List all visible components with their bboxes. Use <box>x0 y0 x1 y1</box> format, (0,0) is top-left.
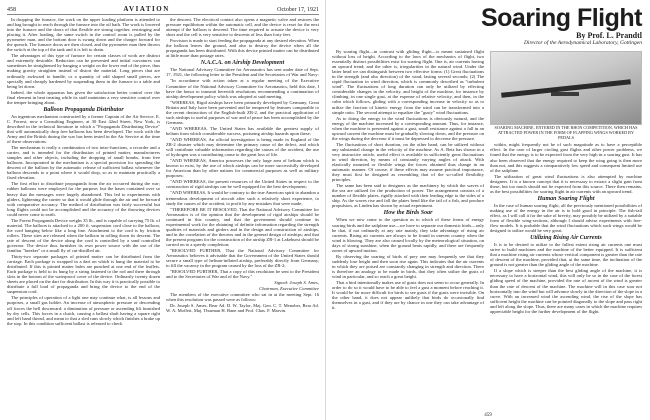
magazine-name: AVIATION <box>123 5 170 13</box>
section-heading: N.A.C.A. on Airship Development <box>200 60 285 67</box>
paragraph: As to doing the energy in the wind fluctuations is obviously natural, and the energy of the machine increased by a corresponding amount. Thus, for instance, when the machine is presented against a gust, small resistance against a fall in an upward current the machine must be gradually slowing down, and the pressure on the wings during the decrease if it must be depressed to decrease the pressure. <box>332 115 484 141</box>
photo-caption: SOARING MACHINE, ENTERED IN THE RHON COMPETITION, WHICH HAS ATTRACTED POWER IN THE FORM OF FLAPPING WINGS WORKED BY PEDALS <box>494 125 638 140</box>
paragraph: The utilization of great wind fluctuations is also attempted by machine designers. It is a known concept that it is necessary to extract a slight gain from these, but too much should not be expected from this source. There then remains, as the best possibilities for soaring flight in air currents with an upward trend. <box>490 173 642 194</box>
paragraph: Thirty-two separate packages of printed matter can be distributed from the carriage. Each package is wrapped in a dart on which is hung the material to be distributed. If this is printed matter bales are punched at one end of the leaflets. Each package is held to its hung by a string fastened to the rod and there through slots in the bottom of the waterproof cover of the device. Ordinarily twenty dozen sheets are placed on the dart for distribution. In this way it is practically possible to distribute a full load of propaganda and bring the device to the end of the suspension cord. <box>7 254 160 295</box>
paragraph: If a slope which is steeper than the best gliding angle of the machine, it is necessary to have a horizontal wind, this will only be so in the case of the forest gliding speed of the machine, provided the rate of ascent of the wind is greater than the rate of descent of the machine. The machine will in this case soar not horizontally into the wind but will advance slowly in the direction of the slope in a curve. With an increased wind the ascending wind, the rise of the slope has sufficient height the machine can be pointed diagonally to the slope and pass right and left along the slope. Thus, there are many cases in which the machine requires appreciable height for the further development of the flight. <box>490 268 642 314</box>
left-column-2 <box>166 17 319 327</box>
paragraph: The first effort to distribute propaganda from the air occurred during the war; rubber balloons were employed for the purpose; but the bases contained over so heavy that the messages were largely abandoned. This led to experiments with gliders, lightening the carrier so that it would glide through the air and be forward with comparative accuracy. The method of distribution was fairly successful but long flights could not be accomplished and the accuracy of the throwing devices could never come to earth. <box>7 181 160 217</box>
article-title-block <box>332 5 642 46</box>
paragraph: In the case of human soaring flight, all the previously mentioned possibilities of making use of the energy in the air is to hold good in principle. The fish-tail effect, as I will call it for the sake of brevity, may possibly be utilized by a suitable form of flexible wing-sections, although I should advise experiments with free-flow models. It is probable that the wind fluctuations which such wings would be designed to utilize would be very great. <box>490 202 642 234</box>
paragraph: By soaring flight—in contrast with gliding flight—is meant sustained flight without loss of height. According to the laws of the mechanics of flight, two essentially distinct possibilities exist for soaring flight. One is, air currents having an upward trend; and the other is, irregularities in the natural wind. Under the latter head we can distinguish between two effective forms: (1) Great fluctuations in the strength (and also direction) of the wind, lasting several seconds; (2) The rapid fluctuation in wind direction, which is commonly described as "turbulent wind". The fluctuations of long duration can only be utilized by effecting considerable changes in the velocity, and height of the machine, for instance by climbing, in one single gust, at the expense of relative velocity, and then, in the calm which follows, gliding with a corresponding increase in velocity so as to utilize the fraction of kinetic energy from the wind can be transformed into a simple ratio. The second attempt to equalize the "gusty" wind fluctuations. <box>332 49 484 115</box>
paragraph: Provision is made to start feeding the propaganda at any desired elevation. When the balloon leaves the ground, and also to destroy the device when all the propaganda has been distributed. With this device printed matter can be distributed at little more than postage rates. <box>166 38 319 59</box>
paragraph: It is to be desired to utilize to the fullest extent rising air currents one must strive to build machines and the machine of the better equipped. It is sufficient that a machine rising air currents whose vertical component is greater than the rate of descent of the machine, provided that, at the same time, the inclination of the ground is not greater than the gliding angle of the machine. <box>490 242 642 268</box>
author-affiliation: Director of the Aerodynamical Laboratory, Gottingen <box>523 40 642 46</box>
paragraph: the descent. The electrical contact also opens a magnetic valve and restores the pressure equilibrium within the automatic cell, and the device is reset for the next attempt if the balloon is descend. The time required to actuate the device is very short and the cell is very sensitive to descents of less than forty feet. <box>166 17 319 38</box>
right-column-2 <box>490 49 642 315</box>
paragraph: In dropping the furnace, the work on the upper loading platform is attended to and bag brought to reach through the furnace into the oil bath. The work is lowered into the furnace and the doors of that flexible are strung together, restringing and placing it. After loading, the same switch in the control room is pulled by the pyrometer man, and the bottom door is swung down and the charger forward for the quench. The furnace doors are then closed, and the pyrometer man then throws the switch at the top of the tank and it is left to drain. <box>7 17 160 53</box>
paragraph: within, might frequently not be of such magnitude as to have a perceptible effect. In the case of larger circling gust flights and other power problems, we found that the energy is to be expected from the very high in a soaring gust. It has also been observed that the energy required to keep the wing going is then more than not, and this suggests a comparatively low speed and consequent limited use of the sailplane. <box>490 142 642 173</box>
right-page <box>325 0 650 420</box>
article-author: By Prof. L. Prandtl <box>576 31 642 40</box>
section-heading: How the Birds Soar <box>383 210 433 217</box>
paragraph: An ingenious mechanism constructed by a former Captain of the Air Service, E. C. Forrest, now a Consulting Engineer, at 30 East 42nd Street, New York, is described in the technical literature in which a "Propaganda Distributing Device" that will automatically drop free balloons has been developed. The work with the Army and the British during the war has been tested in the Air Service at the time of these observations. <box>7 113 160 145</box>
article-title: Soaring Flight <box>480 4 642 32</box>
page-number: 458 <box>7 7 16 13</box>
paragraph: The members of the executive committee who sat in at the meeting Sept. 16 when this resolution was passed were as follows: <box>166 292 319 303</box>
paragraph: The mechanism is really a combination of two intro-functions, a recorder and a carrier, and is intended for the distribution of printed matter, manufacturers samples and other objects, including the dropping of small bombs, from free balloons. Incorporated in the mechanism is a special provision for spreading the descent of the balloon by the automatic release of sufficient ballast whenever the balloon descends to a point where it would drop, so as to maintain practically a fixed elevation. <box>7 145 160 181</box>
section-heading: Utilizing Rising Air Currents <box>530 235 602 242</box>
paragraph: The same has been said to designers as the machinery by which the waves of the sea are utilized for the production of power. The arrangement consists of a number of flexible plates, rigidly attached with their leading edge to the sides of a ship. As the waves rise and fall the plates bend like the tail of a fish, and produce propulsion, as Linden has shown by actual experiment. <box>332 183 484 209</box>
paragraph: "In accordance with action taken at a regular meeting of the Executive Committee of the National Advisory Committee for Aeronautics, held this date, I have the honor to transmit herewith resolutions recommending a continuation of airship development policy which was adopted at said meeting. <box>166 78 319 99</box>
paragraph: That a bird intentionally makes use of gusts does not seem to occur generally. In order to do so it would have to be able to feel a gust a moment before reaching it. It would be far more difficult for birds to see gusts if the gusts were invisible. On the other hand, it does not appear unlikely that birds do occasionally find themselves in a gust, and if they are by chance in one they can take advantage of it. <box>332 280 484 311</box>
paragraph: The advantages of this type of furnace for certain classes of work are distinct and extremely desirable. Reduction can be prevented and initial curvatures can sometimes be straightened by hanging a weight on the lower end of the piece, thus making gravity straighten instead of distort the material. Long pieces that are ordinarily awkward to handle, or a quantity of odd shaped small pieces, are specially and cheaply hardened by suspending them in the furnace to a table and being let down. <box>7 53 160 89</box>
paragraph: When we now come to the question as to which of these forms of energy soaring birds and the sailplane use—we have to separate our domestic birds—only be that, if not ordinarily at any rate mainly, they take advantage of rising air currents. Rising air currents are always to be found in uneven country when the wind is blowing. They are also caused locally by the meteorological situation, on days of strong sunshine, when the ground heats rapidly, and there are frequently zones of upward motion. <box>332 217 484 253</box>
paragraph: The National Advisory Committee for Aeronautics has sent under date of Sept. 17, 1921, the following letter to the President and the Secretaries of War and Navy: <box>166 67 319 78</box>
paragraph: The fluctuations of short duration, on the other hand, can be utilized without any substantial change in the velocity of the machine. As A. Betz has shown in a very instructive article, useful effect is available in sufficiently great fluctuations in wind direction, by means of constantly varying angles of attack. With elastically mounted or flexible wings the forces obtained thus change in an automatic manner. Of course, if these effects may assume practical importance, they must first be designed as resembling that of the so-called flexibility principles. <box>332 141 484 183</box>
signature-role: Chairman, Executive Committee <box>259 286 319 292</box>
paragraph: "RESOLVED FURTHER, That a copy of this resolution be sent to the President and to the Secretaries of War and of the Navy." <box>166 269 319 280</box>
paragraph: "WHEREAS, Rigid airships have been primarily developed by Germany, Great Britain and Italy have been prevented and be tempered by features comparable to the recent destruction of the English-built ZR-2, and the practical application of such airships to useful purposes of war and of peace has been accomplished by the Germans. <box>166 99 319 125</box>
soaring-machine-photo <box>490 51 642 125</box>
left-column-1 <box>7 17 160 327</box>
paragraph: "AND WHEREAS, An official investigation is being made in England of the ZR-2 disaster which may determine the primary cause of the defect, and which will contribute valuable information regarding the causes of the accident, the use of hydrogen was a contributing cause to the great loss of life. <box>166 136 319 158</box>
paragraph: By observing the soaring of birds of prey one may frequently see that they suddenly lose height and then soon rise again. This indicates that the air currents in which they are poised are constantly changing in strength and direction. There is therefore an analogy to be made in birds, that they often utilize the gusts of wind in particular, and so reach a great height. <box>332 253 484 279</box>
issue-date: October 17, 1921 <box>277 7 319 13</box>
paragraph: "AND WHEREAS, It would be contrary to the true American spirit to abandon a tremendous development of aircraft after such a relatively short experience, to study the causes of the accident, to profit by any mistakes that were made; <box>166 190 319 206</box>
paragraph: "AND WHEREAS, the present resources of the United States in respect to the construction of rigid airships can be well equipped for the best development; <box>166 179 319 190</box>
signature: Signed: Joseph S. Ames, <box>274 280 319 286</box>
paragraph: The principles of operation of a light one may continue what, is all lessons and purposes, a small gas holder. An increase of atmospheric pressure or descending off forces the bell downward: a diminution of pressure or ascending lift furnished by dry cells. This forces in a clutch, causing a ballast shaft having a square right and left hand thread, and mean to that a sled runs slowly which finishes a brake up the stop. In this condition sufficient ballast is released to check <box>7 295 160 326</box>
paragraph: "THEREFORE BE IT RESOLVED, That the National Advisory Committee for Aeronautics is of the opinion that the development of rigid airships should be continued in this country, and that the government should continue its experimental work for the obtaining of definite information regarding the strength qualities of materials and girders and in the design and construction of airships, and in the correlation of the theories and in the general design of airships; and that the present program for the construction of the airship ZR-1 at Lakehurst should be carried on to a speedy completion; <box>166 206 319 247</box>
right-column-1 <box>332 49 484 315</box>
paragraph: "AND WHEREAS, America possesses the only large area of helium which is known to exist, by the use of which airships can be more successfully developed for American than by other nations for commercial purposes as well as military purposes; <box>166 158 319 179</box>
paragraph: The Forest Propaganda Device weighs 35 lb., and is capable of carrying 75 lb. of material. The balloon is attached to a 200 ft. suspension cord close to the balloon, the cord hanging below like a long line. Attachment to the cord is by friction rollers. These sites are released when the balloon in rolling down its descent. The rate of descent of the device along the cord is controlled by a sand controlled governor. The device thus furnishes its own power source with the use of the familiar "breaker" or a small fly of cut-distilled air. <box>7 217 160 254</box>
page-number: 459 <box>484 413 492 418</box>
fuselage-shape <box>551 92 579 96</box>
page-header <box>7 5 319 15</box>
paragraph: Dr. Joseph S. Ames, Rear Ad. D. W. Taylor, Maj. Gen. C. T. Menoher, Rear Ad. W. A. Moffett, Maj. Thurman H. Bane and Prof. Chas. F. Marvin. <box>166 303 319 314</box>
section-heading: Balloon Propaganda Distributor <box>43 106 124 113</box>
paragraph: "RESOLVED FURTHER, That the National Advisory Committee for Aeronautics believes it advisable that the Government of the United States should secure a small type of helium-inflated airship, preferably directly from Germany, to fill the vacancy in the program caused by the loss of the ZR-2; <box>166 247 319 269</box>
paragraph: Indeed, the whole apparatus has given the satisfaction better control over the final element in heat treating while its staff maintains a very sensitive control over the temper bringing about. <box>7 89 160 105</box>
paragraph: "AND WHEREAS, The United States has available the greatest supply of helium from which considerable success, porturing airship hazards upon these; <box>166 125 319 136</box>
section-heading: Human Soaring Flight <box>537 195 595 202</box>
